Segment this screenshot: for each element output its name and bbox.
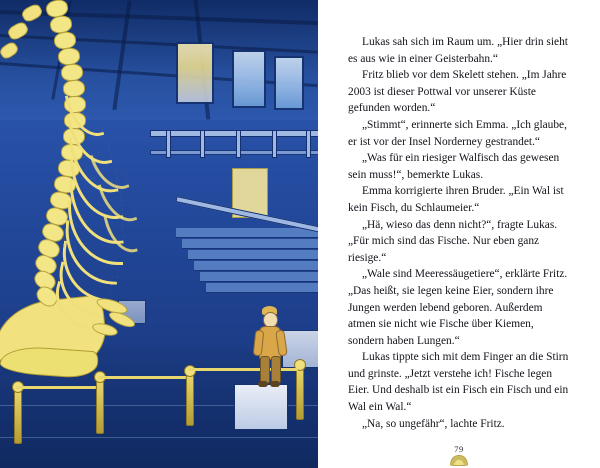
visitor-leg [260,356,270,384]
mezzanine-rail [150,150,318,155]
stair-step [200,272,318,282]
hall-window [176,42,214,104]
mezzanine-post [200,130,205,158]
mezzanine-post [236,130,241,158]
paragraph: „Na, so ungefähr“, lachte Fritz. [362,417,505,430]
paragraph: „Stimmt“, erinnerte sich Emma. „Ich glaube, er ist vor der Insel Norderney gestrandet.“ [348,118,567,148]
paragraph: „Was für ein riesiger Walfisch das gewesen sein muss!“, bemerkte Lukas. [348,152,560,181]
floor-line [0,437,318,438]
shell-icon [318,453,600,466]
text-page [318,0,600,468]
visitor-shoe [270,381,280,387]
hall-window [232,50,266,108]
stair-step [176,228,318,238]
paragraph: „Wale sind Meeressäugetiere“, erklärte Fritz. „Das heißt, sie legen keine Eier, sondern ihre Jungen werden lebend geboren. Außerdem atmen sie nicht wie Fische über Kiemen, sondern haben Lungen.“ [348,268,568,347]
stair-step [182,239,318,249]
mezzanine-post [166,130,171,158]
paragraph: Emma korrigierte ihren Bruder. „Ein Wal ist kein Fisch, du Schlaumeier.“ [348,185,564,214]
mezzanine-post [272,130,277,158]
hall-window [274,56,304,110]
visitor-shoe [258,381,268,387]
paragraph: Lukas sah sich im Raum um. „Hier drin sieht es aus wie in einer Geisterbahn.“ [348,36,568,65]
page-number: 79 [454,444,464,454]
stair-step [188,250,318,260]
barrier-post [296,366,304,420]
mezzanine-post [306,130,311,158]
stair-step [194,261,318,271]
paragraph: „Hä, wieso das denn nicht?“, fragte Lukas. „Für mich sind das Fische. Nur eben ganz riesige.“ [348,218,558,264]
stair-step [206,283,318,293]
visitor-leg [271,356,281,384]
paragraph: Lukas tippte sich mit dem Finger an die Stirn und grinste. „Jetzt verstehe ich! Fische legen Eier. Und deshalb ist ein Fisch ein Fisch und ein Wal ein Wal.“ [348,351,569,414]
paragraph: Fritz blieb vor dem Skelett stehen. „Im Jahre 2003 ist dieser Pottwal vor unserer Küste gefunden worden.“ [348,69,567,115]
mezzanine-rail [150,130,318,137]
body-text [348,34,570,432]
